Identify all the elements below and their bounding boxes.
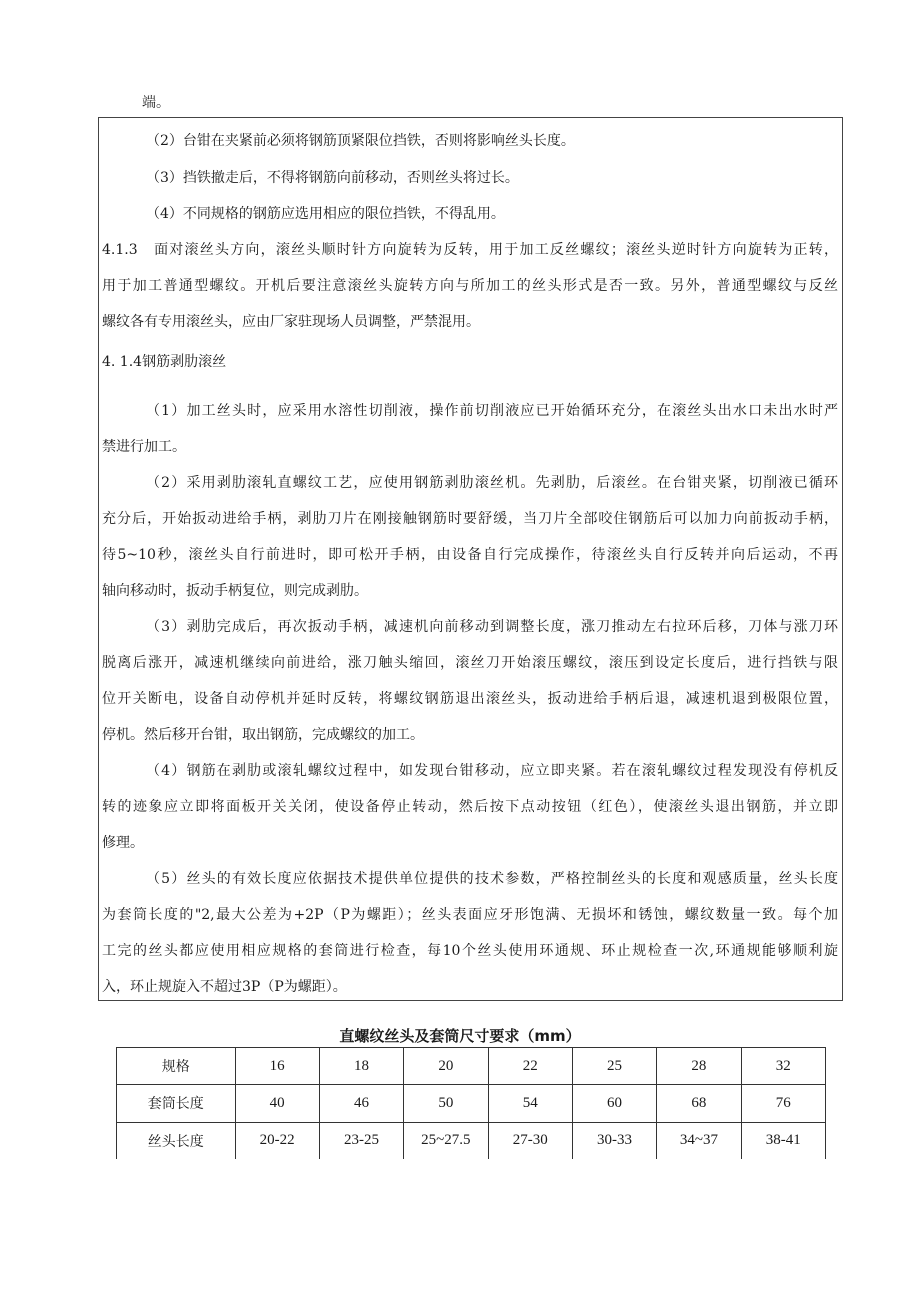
para-5-line-1: （5）丝头的有效长度应依据技术提供单位提供的技术参数，严格控制丝头的长度和观感质量，丝头长度 xyxy=(146,871,838,887)
para-5-line-2: 为套筒长度的"2,最大公差为+2P（P为螺距）；丝头表面应牙形饱满、无损坏和锈蚀，螺纹数量一致。每个加 xyxy=(102,907,838,923)
para-4-line-3: 修理。 xyxy=(102,835,144,851)
para-4-line-1: （4）钢筋在剥肋或滚轧螺纹过程中，如发现台钳移动，应立即夹紧。若在滚轧螺纹过程发现没有停机反 xyxy=(146,763,838,779)
table-cell: 25 xyxy=(572,1048,656,1085)
table-cell: 54 xyxy=(488,1085,572,1122)
para-1-line-2: 禁进行加工。 xyxy=(102,439,186,455)
table-title: 直螺纹丝头及套筒尺寸要求（mm） xyxy=(339,1027,581,1045)
para-413-line-3: 螺纹各有专用滚丝头，应由厂家驻现场人员调整，严禁混用。 xyxy=(102,314,480,330)
spec-table xyxy=(116,1047,826,1159)
table-cell: 38-41 xyxy=(741,1122,825,1159)
continuation-line: 端。 xyxy=(142,95,170,111)
para-413-line-2: 用于加工普通型螺纹。开机后要注意滚丝头旋转方向与所加工的丝头形式是否一致。另外，普通型螺纹与反丝 xyxy=(102,278,838,294)
item-4: （4）不同规格的钢筋应选用相应的限位挡铁，不得乱用。 xyxy=(146,206,505,222)
table-row-spec xyxy=(117,1048,826,1085)
row-label: 套筒长度 xyxy=(117,1085,236,1122)
table-cell: 16 xyxy=(235,1048,319,1085)
heading-414: 4. 1.4钢筋剥肋滚丝 xyxy=(102,354,227,370)
para-1-line-1: （1）加工丝头时，应采用水溶性切削液，操作前切削液应已开始循环充分，在滚丝头出水口未出水时严 xyxy=(146,403,838,419)
table-cell: 20-22 xyxy=(235,1122,319,1159)
table-row-sleeve-length xyxy=(117,1085,826,1122)
table-cell: 30-33 xyxy=(572,1122,656,1159)
table-cell: 27-30 xyxy=(488,1122,572,1159)
para-3-line-1: （3）剥肋完成后，再次扳动手柄，减速机向前移动到调整长度，涨刀推动左右拉环后移，刀体与涨刀环 xyxy=(146,619,838,635)
table-cell: 50 xyxy=(404,1085,488,1122)
table-cell: 76 xyxy=(741,1085,825,1122)
para-3-line-4: 停机。然后移开台钳，取出钢筋，完成螺纹的加工。 xyxy=(102,727,424,743)
table-cell: 34~37 xyxy=(657,1122,741,1159)
table-cell: 68 xyxy=(657,1085,741,1122)
table-cell: 23-25 xyxy=(319,1122,403,1159)
para-4-line-2: 转的迹象应立即将面板开关关闭，使设备停止转动，然后按下点动按钮（红色），使滚丝头退出钢筋，并立即 xyxy=(102,799,838,815)
para-2-line-4: 轴向移动时，扳动手柄复位，则完成剥肋。 xyxy=(102,583,368,599)
table-cell: 18 xyxy=(319,1048,403,1085)
table-cell: 22 xyxy=(488,1048,572,1085)
para-5-line-4: 入，环止规旋入不超过3P（P为螺距）。 xyxy=(102,979,347,995)
item-3: （3）挡铁撤走后，不得将钢筋向前移动，否则丝头将过长。 xyxy=(146,170,519,186)
para-5-line-3: 工完的丝头都应使用相应规格的套筒进行检查，每10个丝头使用环通规、环止规检查一次,环通规能够顺利旋 xyxy=(102,943,838,959)
table-cell: 32 xyxy=(741,1048,825,1085)
para-2-line-1: （2）采用剥肋滚轧直螺纹工艺，应使用钢筋剥肋滚丝机。先剥肋，后滚丝。在台钳夹紧，切削液已循环 xyxy=(146,475,838,491)
para-3-line-2: 脱离后涨开，减速机继续向前进给，涨刀触头缩回，滚丝刀开始滚压螺纹，滚压到设定长度后，进行挡铁与限 xyxy=(102,655,838,671)
table-cell: 25~27.5 xyxy=(404,1122,488,1159)
para-2-line-2: 充分后，开始扳动进给手柄，剥肋刀片在刚接触钢筋时要舒缓，当刀片全部咬住钢筋后可以加力向前扳动手柄， xyxy=(102,511,838,527)
table-cell: 20 xyxy=(404,1048,488,1085)
para-413-line-1: 4.1.3 面对滚丝头方向，滚丝头顺时针方向旋转为反转，用于加工反丝螺纹；滚丝头逆时针方向旋转为正转， xyxy=(102,242,838,258)
table-row-thread-length xyxy=(117,1122,826,1159)
table-cell: 28 xyxy=(657,1048,741,1085)
row-label: 丝头长度 xyxy=(117,1122,236,1159)
item-2: （2）台钳在夹紧前必须将钢筋顶紧限位挡铁，否则将影响丝头长度。 xyxy=(146,133,575,149)
para-2-line-3: 待5~10秒，滚丝头自行前进时，即可松开手柄，由设备自行完成操作，待滚丝头自行反转并向后运动，不再 xyxy=(102,547,838,563)
para-3-line-3: 位开关断电，设备自动停机并延时反转，将螺纹钢筋退出滚丝头，扳动进给手柄后退，减速机退到极限位置， xyxy=(102,691,838,707)
row-label: 规格 xyxy=(117,1048,236,1085)
table-cell: 40 xyxy=(235,1085,319,1122)
table-cell: 46 xyxy=(319,1085,403,1122)
table-cell: 60 xyxy=(572,1085,656,1122)
